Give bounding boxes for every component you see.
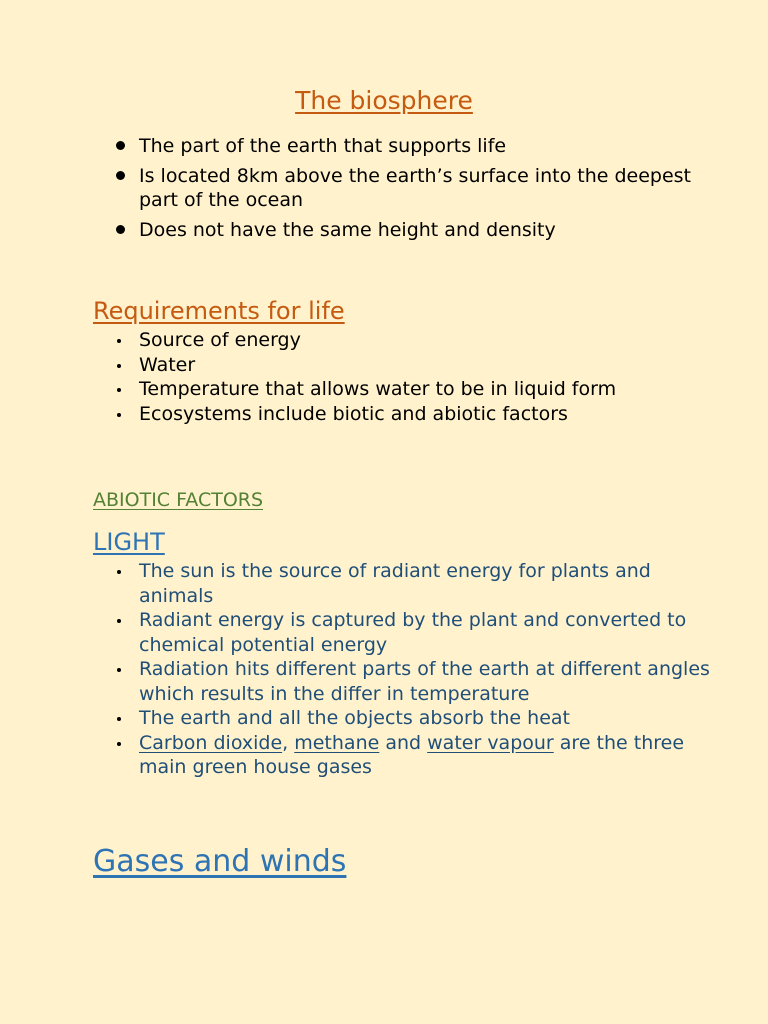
gas-methane: methane [294, 731, 380, 754]
list-item-text: Radiant energy is captured by the plant and converted to chemical potential energy [139, 609, 687, 656]
list-item [112, 402, 712, 427]
list-item [112, 218, 712, 243]
list-item-text: Water [139, 353, 196, 376]
separator: and [379, 731, 428, 754]
list-item-text: Radiation hits different parts of the earth at different angles which results in the differ in temperature [139, 658, 710, 705]
list-item [112, 164, 712, 213]
light-list [112, 559, 712, 780]
requirements-list [112, 328, 712, 426]
list-item [112, 657, 712, 706]
list-item-text: The earth and all the objects absorb the heat [139, 707, 570, 729]
biosphere-list [112, 134, 712, 247]
list-item [112, 559, 712, 608]
requirements-heading: Requirements for life [93, 297, 345, 325]
list-item-text: Temperature that allows water to be in liquid form [139, 378, 617, 400]
list-item-text: Source of energy [139, 329, 301, 351]
gas-water-vapour: water vapour [427, 731, 554, 754]
gases-item-text [139, 732, 684, 779]
list-item-text: Ecosystems include biotic and abiotic factors [139, 402, 568, 425]
list-item [112, 731, 712, 780]
gases-and-winds-heading: Gases and winds [93, 844, 347, 879]
gases-item-rest: are the three main green house gases [139, 731, 685, 778]
list-item [112, 377, 712, 402]
list-item [112, 353, 712, 378]
list-item-text: The sun is the source of radiant energy for plants and animals [139, 560, 651, 607]
list-item [112, 134, 712, 159]
abiotic-factors-heading: ABIOTIC FACTORS [93, 489, 264, 511]
list-item-text: Does not have the same height and density [139, 218, 556, 241]
gas-carbon-dioxide: Carbon dioxide [139, 731, 283, 754]
page-title: The biosphere [295, 86, 473, 115]
list-item [112, 608, 712, 657]
list-item-text: The part of the earth that supports life [139, 135, 507, 157]
light-heading: LIGHT [93, 528, 165, 556]
separator: , [282, 731, 295, 754]
list-item-text: Is located 8km above the earth’s surface into the deepest part of the ocean [139, 164, 692, 211]
list-item [112, 328, 712, 353]
list-item [112, 706, 712, 731]
